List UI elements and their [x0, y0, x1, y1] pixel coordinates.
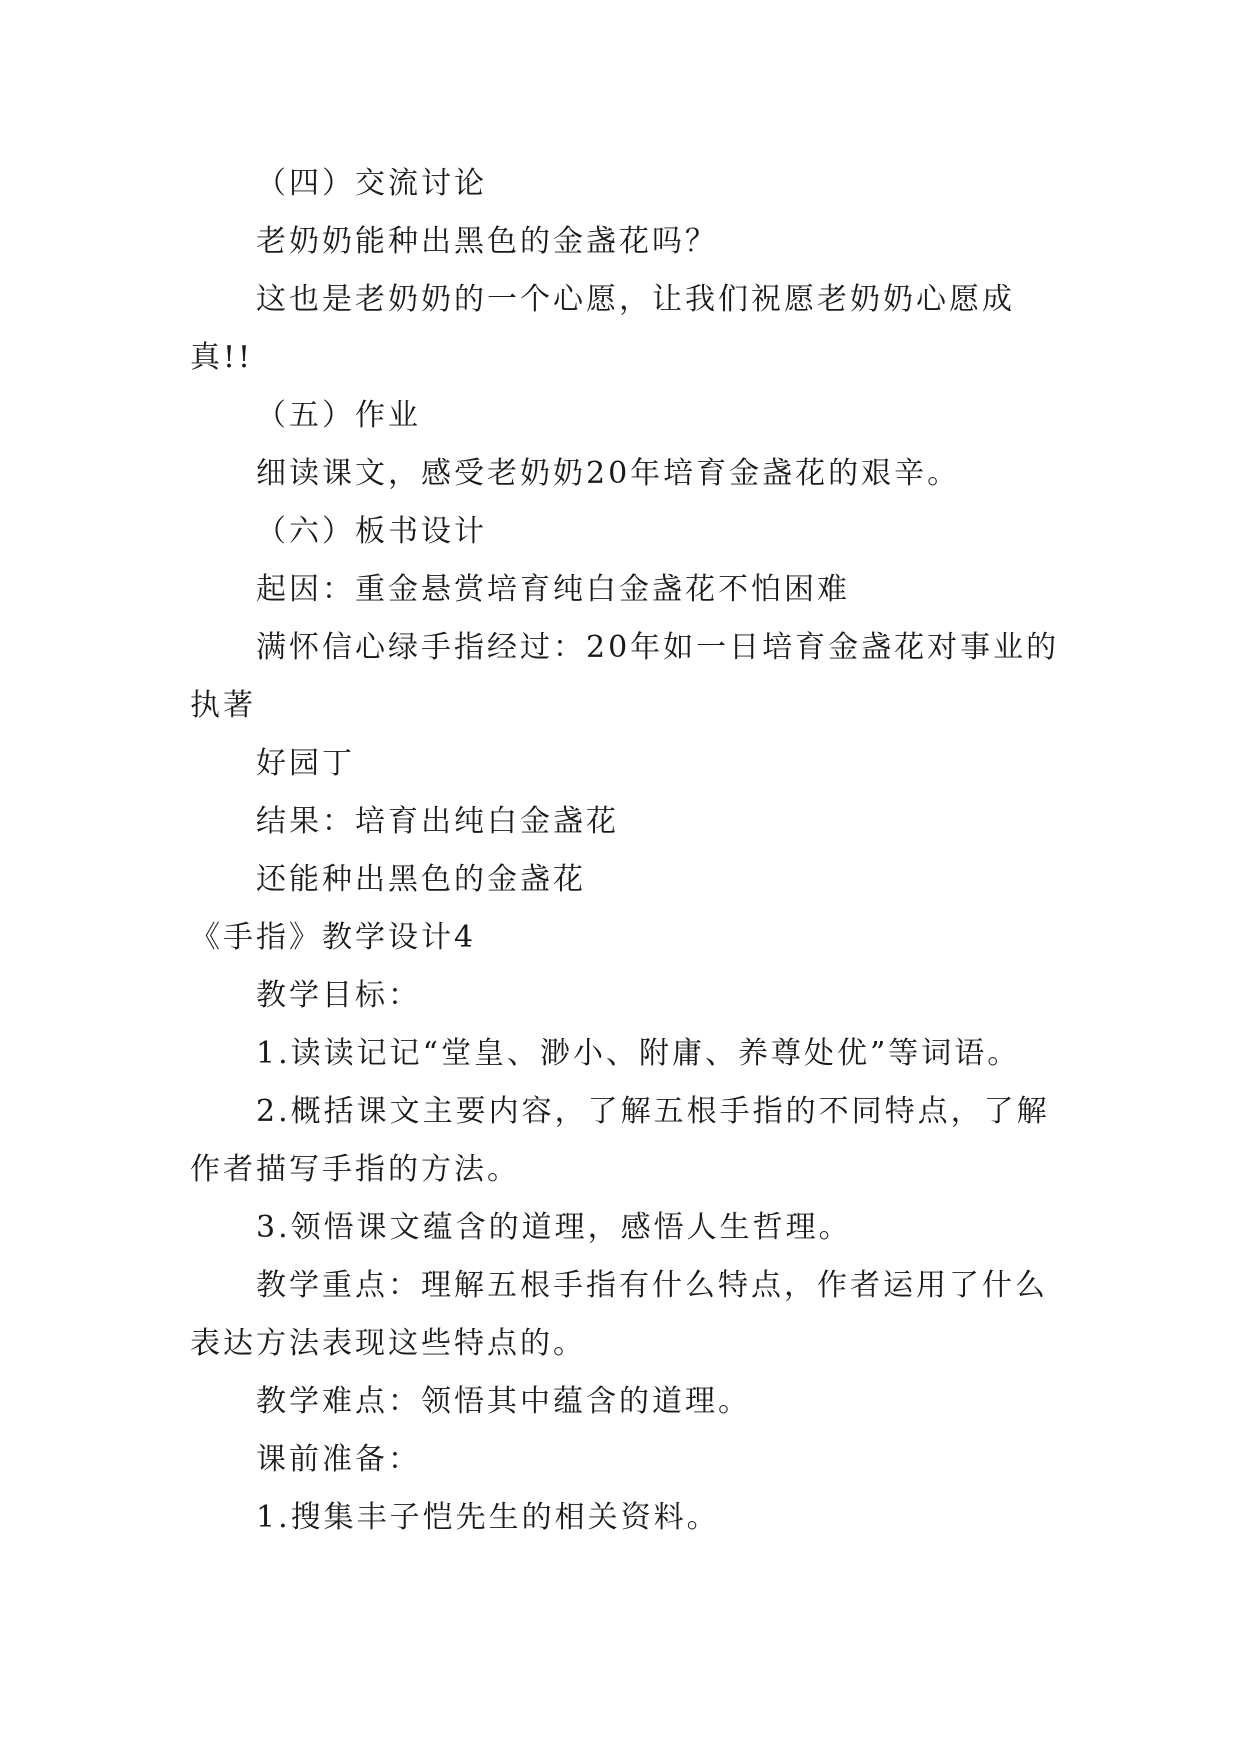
paragraph-continuation: 执著: [190, 688, 256, 723]
paragraph: 这也是老奶奶的一个心愿，让我们祝愿老奶奶心愿成: [256, 282, 1015, 317]
paragraph: 教学重点：理解五根手指有什么特点，作者运用了什么: [256, 1268, 1048, 1303]
paragraph: 老奶奶能种出黑色的金盏花吗？: [256, 224, 718, 259]
paragraph: 还能种出黑色的金盏花: [256, 862, 586, 897]
paragraph: 教学难点：领悟其中蕴含的道理。: [256, 1384, 751, 1419]
paragraph-continuation: 表达方法表现这些特点的。: [190, 1326, 586, 1361]
list-item: 2.概括课文主要内容，了解五根手指的不同特点，了解: [256, 1094, 1050, 1129]
section-heading-discussion: （四）交流讨论: [256, 166, 487, 201]
section-heading-goals: 教学目标：: [256, 978, 421, 1013]
paragraph: 细读课文，感受老奶奶20年培育金盏花的艰辛。: [256, 456, 961, 491]
list-item: 1.搜集丰子恺先生的相关资料。: [256, 1500, 720, 1535]
paragraph: 好园丁: [256, 746, 355, 781]
list-item: 3.领悟课文蕴含的道理，感悟人生哲理。: [256, 1210, 852, 1245]
paragraph: 起因：重金悬赏培育纯白金盏花不怕困难: [256, 572, 850, 607]
list-item: 1.读读记记“堂皇、渺小、附庸、养尊处优”等词语。: [256, 1036, 1021, 1071]
document-body: [190, 155, 1058, 1547]
paragraph: 满怀信心绿手指经过：20年如一日培育金盏花对事业的: [256, 630, 1060, 665]
section-heading-board-design: （六）板书设计: [256, 514, 487, 549]
section-heading-homework: （五）作业: [256, 398, 421, 433]
paragraph-continuation: 作者描写手指的方法。: [190, 1152, 520, 1187]
paragraph-continuation: 真!!: [190, 340, 254, 375]
document-title: 《手指》教学设计4: [190, 920, 477, 955]
paragraph: 结果：培育出纯白金盏花: [256, 804, 619, 839]
section-heading-preparation: 课前准备：: [256, 1442, 421, 1477]
